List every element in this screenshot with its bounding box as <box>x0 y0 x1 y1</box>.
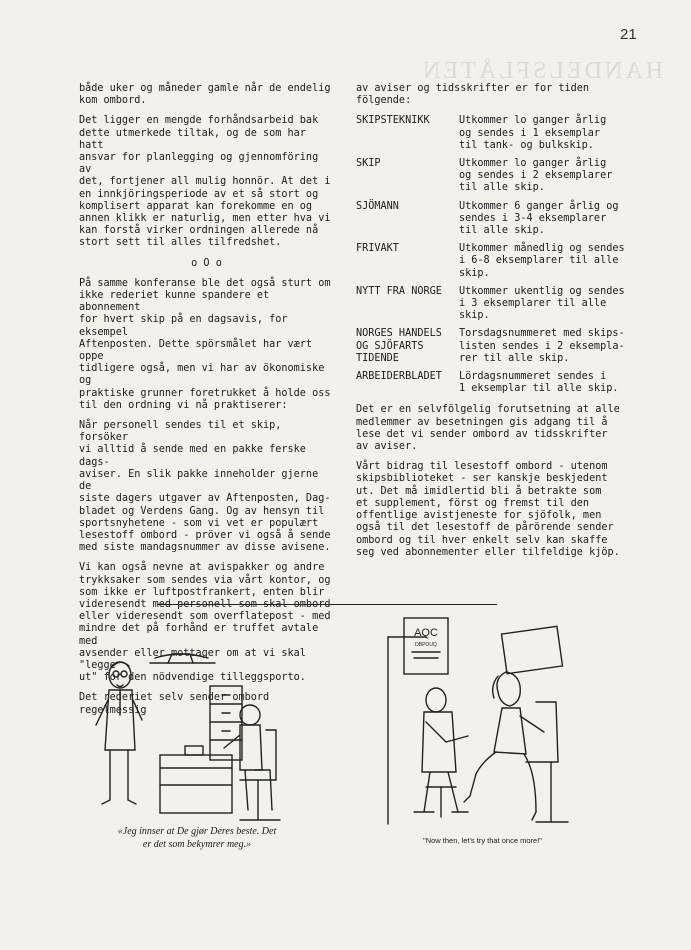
bleed-through-heading: HANDELSFLÅTEN <box>420 58 663 84</box>
publication-name: NORGES HANDELS OG SJÖFARTS TIDENDE <box>356 328 442 364</box>
optometrist-cartoon-illustration <box>386 612 576 830</box>
publication-name: SJÖMANN <box>356 200 399 212</box>
publication-row <box>356 328 631 365</box>
paragraph: Det ligger en mengde forhåndsarbeid bak dette utmerkede tiltak, og de som har hatt ansvar for planlegging og gjennomföring av det, fortjener all mulig honnör. At det i en innkjöringsperiode av et så stort og komplisert apparat kan forekomme en og annen klikk er naturlig, men etter hva vi kan forstå virker ordningen allerede nå stort sett til alles tilfredshet. <box>79 115 331 249</box>
paragraph: Når personell sendes til et skip, forsöker vi alltid å sende med en pakke ferske dags- aviser. En slik pakke inneholder gjerne de siste dagers utgaver av Aftenposten, Dag- bladet og Verdens Gang. Og av hensyn til sportsnyhetene - som vi vet er populært lesestoff ombord - pröver vi også å sende med siste mandagsnummer av disse avisene. <box>79 420 331 554</box>
paragraph: Vi kan også nevne at avispakker og andre trykksaker som sendes via vårt kontor, og som ikke er luftpostfrankert, enten blir videresendt med personell som skal ombord eller videresendt som overflatepost - med mindre det på forhånd er truffet avtale med avsender eller mottager om at vi skal "legge ut" for den nödvendige tilleggsporto. <box>79 562 331 684</box>
publication-description: Utkommer månedlig og sendes i 6-8 eksemplarer til alle skip. <box>459 243 625 279</box>
page-number: 21 <box>620 26 637 43</box>
publication-row <box>356 201 631 238</box>
paragraph: av aviser og tidsskrifter er for tiden fölgende: <box>356 83 590 107</box>
publication-row <box>356 115 631 152</box>
paragraph: både uker og måneder gamle når de endelig kom ombord. <box>79 83 331 107</box>
left-cartoon-caption: «Jeg innser at De gjør Deres beste. Det er det som bekymrer meg.» <box>117 826 277 850</box>
publication-description: Utkommer ukentlig og sendes i 3 eksemplarer til alle skip. <box>459 285 625 322</box>
publication-name: ARBEIDERBLADET <box>356 371 442 383</box>
publication-description: Lördagsnummeret sendes i 1 eksemplar til alle skip. <box>459 371 619 395</box>
publication-name: SKIP <box>356 158 381 170</box>
right-column <box>356 83 631 567</box>
publication-description: Utkommer 6 ganger årlig og sendes i 3-4 eksemplarer til alle skip. <box>459 200 619 237</box>
office-cartoon-illustration <box>90 620 310 830</box>
publication-row <box>356 286 631 323</box>
publication-description: Utkommer lo ganger årlig og sendes i 2 eksemplarer til alle skip. <box>459 158 613 194</box>
paragraph: På samme konferanse ble det også sturt om ikke rederiet kunne spandere et abonnement for hvert skip på en dagsavis, for eksempel Aftenposten. Dette spörsmålet har vært oppe tidligere også, men vi har av ökonomiske og praktiske grunner foretrukket å holde oss til den ordning vi nå praktiserer: <box>79 277 331 411</box>
publication-row <box>356 371 631 395</box>
publication-name: NYTT FRA NORGE <box>356 285 442 297</box>
publication-row <box>356 243 631 280</box>
paragraph: Det rederiet selv sender ombord regelmessig <box>79 692 270 716</box>
section-separator: o O o <box>191 257 222 269</box>
divider-rule <box>157 604 497 605</box>
publication-description: Utkommer lo ganger årlig og sendes i 1 eksemplar til tank- og bulkskip. <box>459 115 607 151</box>
right-cartoon-caption: "Now then, let's try that once more!" <box>423 836 542 845</box>
paragraph: Vårt bidrag til lesestoff ombord - utenom skipsbiblioteket - ser kanskje beskjedent ut. Det må imidlertid bli å betrakte som et supplement, först og fremst til den offentlige avistjeneste for sjöfolk, men også til det lesestoff de pårörende sender ombord og til hver enkelt selv kan skaffe seg ved abonnementer eller tilfeldige kjöp. <box>356 461 620 558</box>
publication-row <box>356 158 631 195</box>
publication-name: SKIPSTEKNIKK <box>356 115 430 127</box>
publication-name: FRIVAKT <box>356 243 399 255</box>
publication-description: Torsdagsnummeret med skips- listen sendes i 2 eksempla- rer til alle skip. <box>459 328 625 364</box>
paragraph: Det er en selvfölgelig forutsetning at alle medlemmer av besetningen gis adgang til å lese det vi sender ombord av tidsskrifter av aviser. <box>356 404 620 453</box>
eye-chart-line: DBPOUQ <box>415 642 437 648</box>
eye-chart-title: AQC <box>414 627 438 639</box>
